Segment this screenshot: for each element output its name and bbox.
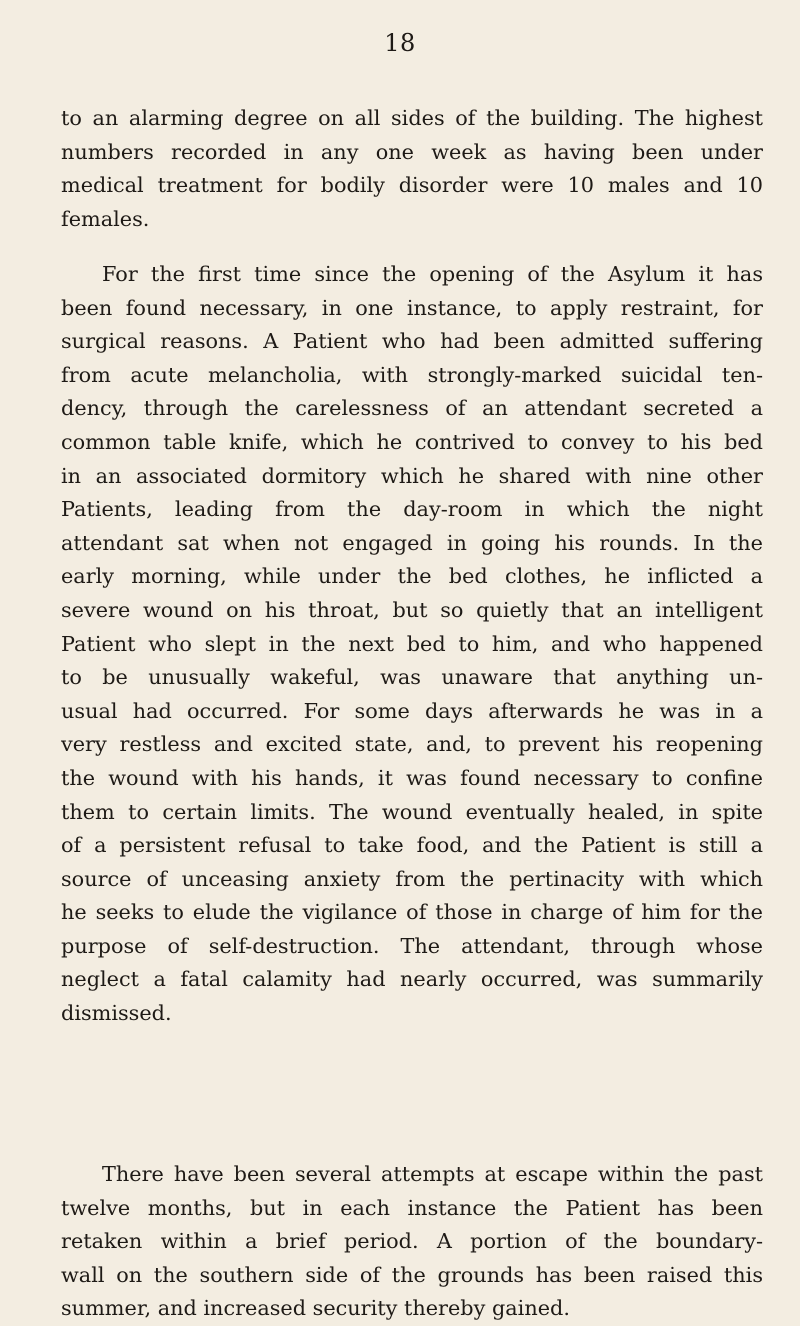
text-line: dismissed. xyxy=(61,1001,172,1026)
paragraph-escape-attempts xyxy=(61,1158,763,1326)
text-line: to an alarming degree on all sides of the building. The highest xyxy=(61,106,763,130)
text-line: source of unceasing anxiety from the pertinacity with which xyxy=(61,866,763,891)
text-line: numbers recorded in any one week as having been under xyxy=(61,139,763,164)
text-line: females. xyxy=(61,206,150,231)
text-line: from acute melancholia, with strongly-marked suicidal ten- xyxy=(61,362,763,387)
text-line: dency, through the carelessness of an attendant secreted a xyxy=(61,396,763,421)
text-line: surgical reasons. A Patient who had been admitted suffering xyxy=(61,329,763,354)
text-line: of a persistent refusal to take food, and the Patient is still a xyxy=(61,833,763,858)
text-line: very restless and excited state, and, to prevent his reopening xyxy=(61,732,763,757)
text-line: in an associated dormitory which he shared with nine other xyxy=(61,463,763,488)
text-line: For the first time since the opening of the Asylum it has xyxy=(102,262,763,286)
text-line: Patients, leading from the day-room in which the night xyxy=(61,497,763,522)
text-line: common table knife, which he contrived to convey to his bed xyxy=(61,429,763,454)
text-line: usual had occurred. For some days afterwards he was in a xyxy=(61,698,763,723)
text-line: Patient who slept in the next bed to him, and who happened xyxy=(61,631,763,656)
text-line: severe wound on his throat, but so quietly that an intelligent xyxy=(61,597,763,622)
text-line: medical treatment for bodily disorder were 10 males and 10 xyxy=(61,173,763,198)
text-line: purpose of self-destruction. The attendant, through whose xyxy=(61,933,763,958)
text-line: been found necessary, in one instance, to apply restraint, for xyxy=(61,295,763,320)
text-line: early morning, while under the bed clothes, he inflicted a xyxy=(61,564,763,589)
text-line: summer, and increased security thereby gained. xyxy=(61,1296,570,1321)
text-line: wall on the southern side of the grounds has been raised this xyxy=(61,1262,763,1287)
paragraph-restraint-incident xyxy=(61,258,763,1031)
paragraph-illness-numbers xyxy=(61,102,763,236)
text-line: retaken within a brief period. A portion of the boundary- xyxy=(61,1229,763,1254)
page-number: 18 xyxy=(384,29,416,57)
text-line: he seeks to elude the vigilance of those in charge of him for the xyxy=(61,900,763,925)
text-line: the wound with his hands, it was found necessary to confine xyxy=(61,765,763,790)
text-line: twelve months, but in each instance the Patient has been xyxy=(61,1195,763,1220)
text-line: neglect a fatal calamity had nearly occurred, was summarily xyxy=(61,967,763,992)
text-line: them to certain limits. The wound eventually healed, in spite xyxy=(61,799,763,824)
text-line: to be unusually wakeful, was unaware that anything un- xyxy=(61,665,763,690)
text-line: attendant sat when not engaged in going his rounds. In the xyxy=(61,530,763,555)
text-line: There have been several attempts at escape within the past xyxy=(102,1162,763,1186)
